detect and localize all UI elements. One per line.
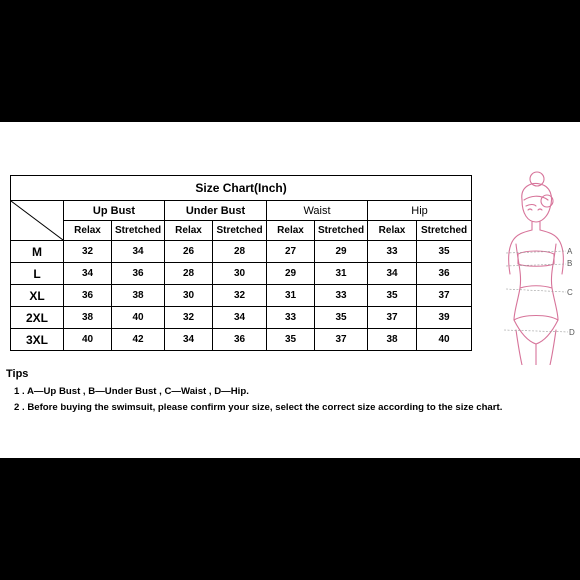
table-cell: 36 bbox=[112, 263, 165, 285]
size-label: L bbox=[11, 263, 64, 285]
group-header-hip: Hip bbox=[368, 201, 472, 221]
table-cell: 31 bbox=[315, 263, 368, 285]
table-cell: 32 bbox=[165, 307, 213, 329]
table-cell: 28 bbox=[213, 241, 267, 263]
table-cell: 35 bbox=[315, 307, 368, 329]
subheader-cell: Relax bbox=[64, 221, 112, 241]
size-label: XL bbox=[11, 285, 64, 307]
table-title: Size Chart(Inch) bbox=[11, 176, 472, 201]
size-chart-table bbox=[10, 175, 472, 351]
table-cell: 33 bbox=[315, 285, 368, 307]
table-cell: 40 bbox=[417, 329, 472, 351]
size-chart-panel bbox=[0, 122, 580, 458]
table-row bbox=[11, 285, 472, 307]
table-cell: 40 bbox=[64, 329, 112, 351]
table-row bbox=[11, 307, 472, 329]
diagonal-divider-icon bbox=[11, 201, 63, 240]
tips-section bbox=[6, 368, 502, 418]
table-cell: 32 bbox=[213, 285, 267, 307]
subheader-cell: Stretched bbox=[417, 221, 472, 241]
size-label: 3XL bbox=[11, 329, 64, 351]
table-cell: 36 bbox=[64, 285, 112, 307]
table-cell: 37 bbox=[417, 285, 472, 307]
marker-b: B bbox=[567, 259, 573, 268]
body-measurement-figure-icon bbox=[500, 170, 578, 365]
table-cell: 35 bbox=[368, 285, 417, 307]
subheader-row bbox=[11, 221, 472, 241]
table-cell: 36 bbox=[417, 263, 472, 285]
group-header-under-bust: Under Bust bbox=[165, 201, 267, 221]
group-header-waist: Waist bbox=[267, 201, 368, 221]
table-cell: 32 bbox=[64, 241, 112, 263]
subheader-cell: Stretched bbox=[213, 221, 267, 241]
subheader-cell: Relax bbox=[165, 221, 213, 241]
table-cell: 34 bbox=[165, 329, 213, 351]
table-cell: 31 bbox=[267, 285, 315, 307]
table-cell: 38 bbox=[64, 307, 112, 329]
table-cell: 30 bbox=[165, 285, 213, 307]
table-cell: 37 bbox=[315, 329, 368, 351]
table-cell: 35 bbox=[417, 241, 472, 263]
tip-item: 1 . A—Up Bust , B—Under Bust , C—Waist , D—Hip. bbox=[14, 386, 249, 397]
marker-d: D bbox=[569, 328, 575, 337]
table-cell: 34 bbox=[112, 241, 165, 263]
table-row bbox=[11, 241, 472, 263]
table-cell: 39 bbox=[417, 307, 472, 329]
marker-a: A bbox=[567, 247, 573, 256]
table-cell: 26 bbox=[165, 241, 213, 263]
table-cell: 30 bbox=[213, 263, 267, 285]
table-cell: 36 bbox=[213, 329, 267, 351]
table-cell: 34 bbox=[368, 263, 417, 285]
subheader-cell: Relax bbox=[267, 221, 315, 241]
table-cell: 42 bbox=[112, 329, 165, 351]
table-cell: 29 bbox=[267, 263, 315, 285]
subheader-cell: Relax bbox=[368, 221, 417, 241]
table-cell: 33 bbox=[368, 241, 417, 263]
tip-item: 2 . Before buying the swimsuit, please confirm your size, select the correct size according to the size chart. bbox=[14, 402, 503, 413]
table-cell: 28 bbox=[165, 263, 213, 285]
table-cell: 34 bbox=[213, 307, 267, 329]
size-label: M bbox=[11, 241, 64, 263]
table-cell: 34 bbox=[64, 263, 112, 285]
size-label: 2XL bbox=[11, 307, 64, 329]
table-row bbox=[11, 329, 472, 351]
body-measurement-figure bbox=[500, 170, 578, 365]
group-header-up-bust: Up Bust bbox=[64, 201, 165, 221]
marker-c: C bbox=[567, 288, 573, 297]
subheader-cell: Stretched bbox=[315, 221, 368, 241]
tips-title: Tips bbox=[6, 368, 29, 380]
table-cell: 27 bbox=[267, 241, 315, 263]
table-row bbox=[11, 263, 472, 285]
table-cell: 37 bbox=[368, 307, 417, 329]
table-cell: 40 bbox=[112, 307, 165, 329]
table-cell: 29 bbox=[315, 241, 368, 263]
table-corner-cell bbox=[11, 201, 64, 241]
table-cell: 35 bbox=[267, 329, 315, 351]
table-cell: 38 bbox=[112, 285, 165, 307]
table-cell: 38 bbox=[368, 329, 417, 351]
subheader-cell: Stretched bbox=[112, 221, 165, 241]
table-cell: 33 bbox=[267, 307, 315, 329]
